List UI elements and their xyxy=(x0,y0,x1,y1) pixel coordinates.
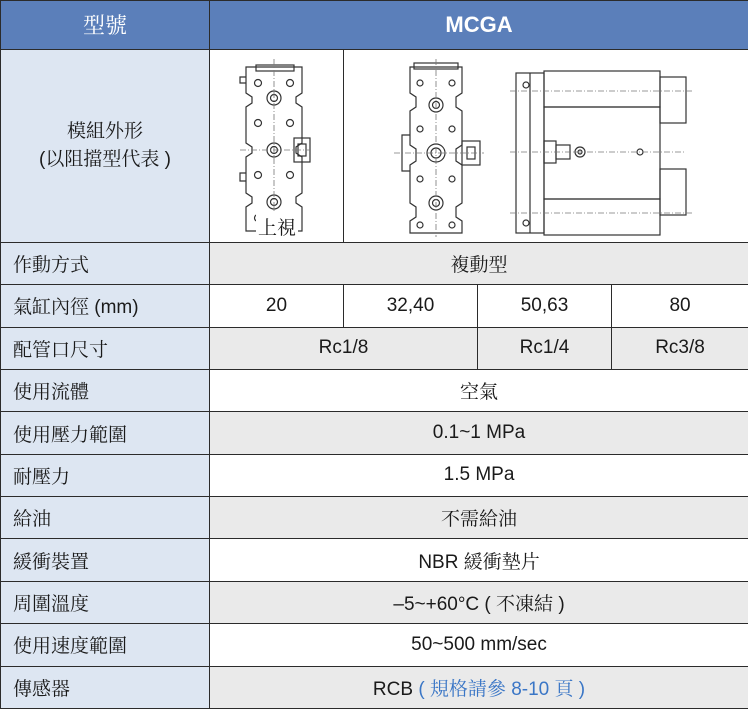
appearance-label-line1: 模組外形 xyxy=(66,120,143,142)
header-type-label: 型號 xyxy=(1,1,210,50)
proof-pressure-row xyxy=(1,454,748,496)
lubrication-row xyxy=(1,497,748,539)
port-value-rc3-8: Rc3/8 xyxy=(612,327,748,369)
bore-value-20: 20 xyxy=(210,285,344,327)
front-side-view-drawing xyxy=(344,53,748,238)
bore-label: 氣缸內徑 (mm) xyxy=(1,285,210,327)
cushion-row xyxy=(1,539,748,581)
action-row xyxy=(1,242,748,284)
pressure-range-value: 0.1~1 MPa xyxy=(210,412,748,454)
top-view-drawing xyxy=(210,53,343,238)
bore-row xyxy=(1,285,748,327)
sensor-row xyxy=(1,666,748,708)
action-label: 作動方式 xyxy=(1,242,210,284)
cushion-label: 緩衝裝置 xyxy=(1,539,210,581)
cushion-value: NBR 緩衝墊片 xyxy=(210,539,748,581)
port-value-rc1-4: Rc1/4 xyxy=(478,327,612,369)
fluid-row xyxy=(1,369,748,411)
pressure-range-label: 使用壓力範圍 xyxy=(1,412,210,454)
header-row xyxy=(1,1,748,50)
port-value-rc1-8: Rc1/8 xyxy=(210,327,478,369)
sensor-label: 傳感器 xyxy=(1,666,210,708)
temperature-label: 周圍溫度 xyxy=(1,581,210,623)
sensor-model: RCB xyxy=(372,678,414,700)
bore-value-80: 80 xyxy=(612,285,748,327)
header-model: MCGA xyxy=(210,1,748,50)
port-row xyxy=(1,327,748,369)
lubrication-label: 給油 xyxy=(1,497,210,539)
appearance-row xyxy=(1,49,748,242)
speed-row xyxy=(1,624,748,666)
pressure-range-row xyxy=(1,412,748,454)
top-view-caption: 上視 xyxy=(256,213,298,240)
bore-value-32-40: 32,40 xyxy=(344,285,478,327)
proof-pressure-label: 耐壓力 xyxy=(1,454,210,496)
proof-pressure-value: 1.5 MPa xyxy=(210,454,748,496)
temperature-value: –5~+60°C ( 不凍結 ) xyxy=(210,581,748,623)
port-label: 配管口尺寸 xyxy=(1,327,210,369)
lubrication-value: 不需給油 xyxy=(210,497,748,539)
appearance-label-line2: (以阻擋型代表 ) xyxy=(39,148,171,170)
fluid-value: 空氣 xyxy=(210,369,748,411)
bore-value-50-63: 50,63 xyxy=(478,285,612,327)
speed-value: 50~500 mm/sec xyxy=(210,624,748,666)
fluid-label: 使用流體 xyxy=(1,369,210,411)
sensor-value xyxy=(210,666,748,708)
speed-label: 使用速度範圍 xyxy=(1,624,210,666)
sensor-spec-reference-link[interactable]: ( 規格請參 8-10 頁 ) xyxy=(418,678,586,700)
temperature-row xyxy=(1,581,748,623)
appearance-label xyxy=(1,49,210,242)
top-view-diagram-cell xyxy=(210,49,344,242)
action-value: 複動型 xyxy=(210,242,748,284)
front-side-view-diagram-cell xyxy=(344,49,748,242)
